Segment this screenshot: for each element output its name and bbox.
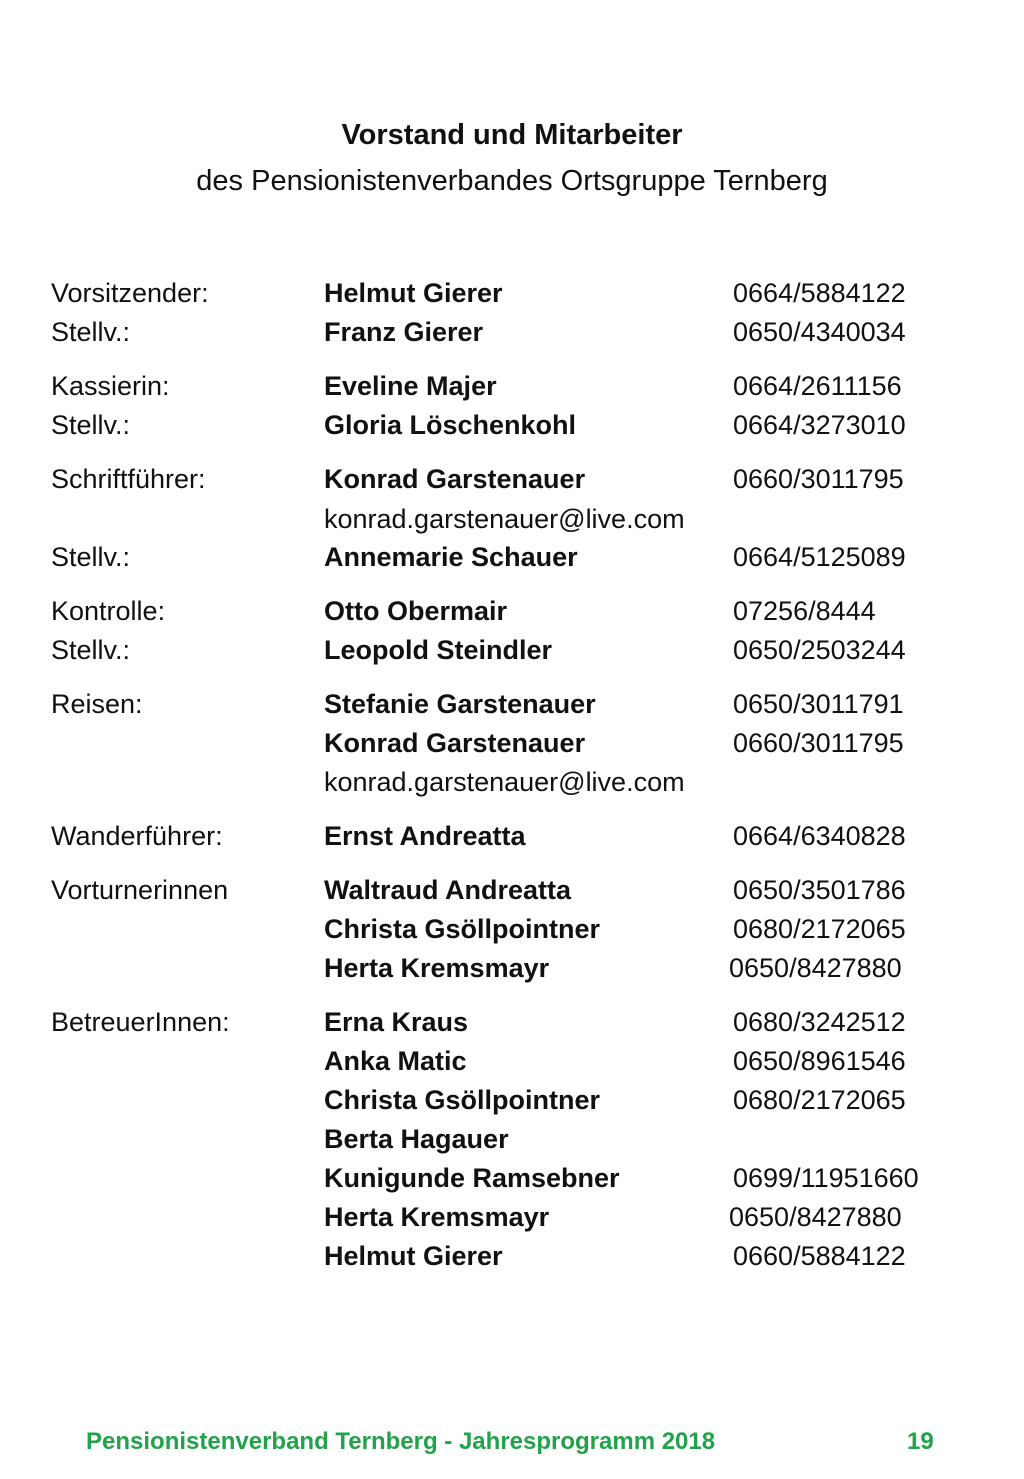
list-item: [0, 276, 1024, 310]
phone-number: 0650/8427880: [729, 1202, 902, 1232]
role-label: BetreuerInnen:: [51, 1007, 230, 1037]
role-label: Stellv.:: [51, 635, 131, 665]
list-item: [0, 1200, 1024, 1234]
person-name: Konrad Garstenauer: [324, 728, 586, 758]
person-name: Erna Kraus: [324, 1007, 469, 1037]
phone-number: 0699/11951660: [733, 1163, 919, 1193]
phone-number: 0650/3011791: [733, 689, 904, 719]
person-name: Helmut Gierer: [324, 278, 503, 308]
role-label: Vorturnerinnen: [51, 875, 229, 905]
page-title: Vorstand und Mitarbeiter: [341, 119, 683, 151]
person-name: Berta Hagauer: [324, 1124, 509, 1154]
person-name: Waltraud Andreatta: [324, 875, 572, 905]
person-name: Christa Gsöllpointner: [324, 1085, 601, 1115]
role-label: Wanderführer:: [51, 821, 223, 851]
role-label: Kassierin:: [51, 371, 170, 401]
list-item: [0, 687, 1024, 721]
person-name: Konrad Garstenauer: [324, 464, 586, 494]
phone-number: 0680/2172065: [733, 1085, 906, 1115]
list-item: [0, 408, 1024, 442]
person-name: Christa Gsöllpointner: [324, 914, 601, 944]
phone-number: 0660/3011795: [733, 464, 904, 494]
list-item: [0, 1161, 1024, 1195]
phone-number: 0660/3011795: [733, 728, 904, 758]
phone-number: 0664/6340828: [733, 821, 906, 851]
page-number: 19: [907, 1428, 934, 1455]
footer-publication: Pensionistenverband Ternberg - Jahresprogramm 2018: [86, 1428, 716, 1455]
phone-number: 0680/3242512: [733, 1007, 906, 1037]
email-address: konrad.garstenauer@live.com: [324, 767, 685, 797]
phone-number: 0650/8427880: [729, 953, 902, 983]
list-item: [0, 1005, 1024, 1039]
person-name: Annemarie Schauer: [324, 542, 578, 572]
role-label: Stellv.:: [51, 410, 131, 440]
phone-number: 0650/3501786: [733, 875, 906, 905]
person-name: Herta Kremsmayr: [324, 1202, 550, 1232]
person-name: Kunigunde Ramsebner: [324, 1163, 620, 1193]
person-name: Franz Gierer: [324, 317, 484, 347]
phone-number: 0660/5884122: [733, 1241, 906, 1271]
list-item: [0, 540, 1024, 574]
phone-number: 0650/4340034: [733, 317, 906, 347]
person-name: Anka Matic: [324, 1046, 467, 1076]
list-item: [0, 1239, 1024, 1273]
person-name: Stefanie Garstenauer: [324, 689, 596, 719]
person-name: Leopold Steindler: [324, 635, 553, 665]
list-item: [0, 951, 1024, 985]
role-label: Schriftführer:: [51, 464, 206, 494]
role-label: Vorsitzender:: [51, 278, 209, 308]
list-item: [0, 502, 1024, 536]
list-item: [0, 633, 1024, 667]
role-label: Stellv.:: [51, 317, 131, 347]
phone-number: 0680/2172065: [733, 914, 906, 944]
list-item: [0, 765, 1024, 799]
list-item: [0, 819, 1024, 853]
role-label: Stellv.:: [51, 542, 131, 572]
list-item: [0, 726, 1024, 760]
person-name: Otto Obermair: [324, 596, 508, 626]
list-item: [0, 594, 1024, 628]
phone-number: 0664/5884122: [733, 278, 906, 308]
person-name: Helmut Gierer: [324, 1241, 503, 1271]
phone-number: 0650/2503244: [733, 635, 906, 665]
phone-number: 07256/8444: [733, 596, 876, 626]
list-item: [0, 1122, 1024, 1156]
person-name: Gloria Löschenkohl: [324, 410, 577, 440]
list-item: [0, 873, 1024, 907]
person-name: Ernst Andreatta: [324, 821, 526, 851]
list-item: [0, 1083, 1024, 1117]
email-address: konrad.garstenauer@live.com: [324, 504, 685, 534]
list-item: [0, 462, 1024, 496]
page-subtitle: des Pensionistenverbandes Ortsgruppe Ternberg: [196, 165, 828, 197]
phone-number: 0664/2611156: [733, 371, 902, 401]
person-name: Eveline Majer: [324, 371, 497, 401]
list-item: [0, 369, 1024, 403]
phone-number: 0664/5125089: [733, 542, 906, 572]
list-item: [0, 912, 1024, 946]
role-label: Reisen:: [51, 689, 143, 719]
list-item: [0, 315, 1024, 349]
role-label: Kontrolle:: [51, 596, 166, 626]
phone-number: 0664/3273010: [733, 410, 906, 440]
person-name: Herta Kremsmayr: [324, 953, 550, 983]
list-item: [0, 1044, 1024, 1078]
phone-number: 0650/8961546: [733, 1046, 906, 1076]
